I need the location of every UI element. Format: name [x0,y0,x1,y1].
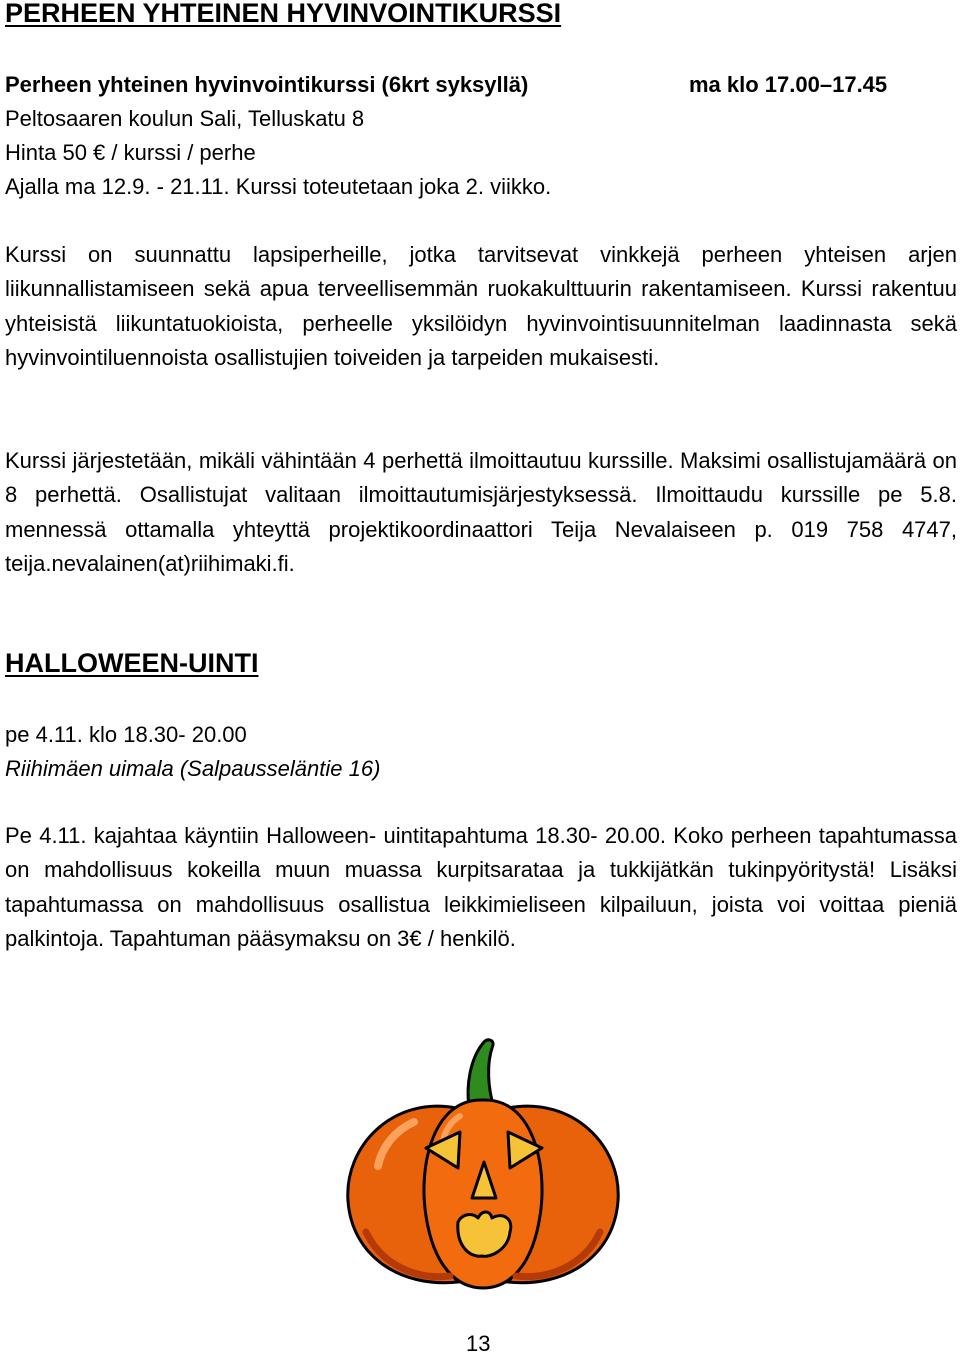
course-registration: Kurssi järjestetään, mikäli vähintään 4 perhettä ilmoittautuu kurssille. Maksimi osallistujamäärä on 8 perhettä. Osallistujat valitaan ilmoittautumisjärjestyksessä. Ilmoittaudu kurssille pe 5.8. mennessä ottamalla yhteyttä projektikoordinaattori Teija Nevalaiseen p. 019 758 4747, teija.nevalainen(at)riihimaki.fi. [5,448,957,577]
course-description: Kurssi on suunnattu lapsiperheille, jotka tarvitsevat vinkkejä perheen yhteisen arjen liikunnallistamiseen sekä apua terveellisemmän ruokakulttuurin rakentamiseen. Kurssi rakentuu yhteisistä liikuntatuokioista, perheelle yksilöidyn hyvinvointisuunnitelman laadinnasta sekä hyvinvointiluennoista osallistujien toiveiden ja tarpeiden mukaisesti. [5,242,957,371]
page-number: 13 [466,1331,491,1356]
course-subtitle: Perheen yhteinen hyvinvointikurssi (6krt syksyllä) [5,72,529,97]
halloween-venue: Riihimäen uimala (Salpausseläntie 16) [5,756,381,781]
halloween-title: HALLOWEEN-UINTI [5,648,259,678]
course-title: PERHEEN YHTEINEN HYVINVOINTIKURSSI [5,0,562,28]
course-schedule: Ajalla ma 12.9. - 21.11. Kurssi toteutetaan joka 2. viikko. [5,174,552,199]
jack-o-lantern-icon [338,1036,628,1296]
course-time: ma klo 17.00–17.45 [689,72,888,97]
halloween-description: Pe 4.11. kajahtaa käyntiin Halloween- uintitapahtuma 18.30- 20.00. Koko perheen tapahtumassa on mahdollisuus kokeilla muun muassa kurpitsarataa ja tukkijätkän tukinpyöritystä! Lisäksi tapahtumassa on mahdollisuus osallistua leikkimieliseen kilpailuun, joista voi voittaa pieniä palkintoja. Tapahtuman pääsymaksu on 3€ / henkilö. [5,823,957,952]
halloween-datetime: pe 4.11. klo 18.30- 20.00 [5,722,247,747]
course-price: Hinta 50 € / kurssi / perhe [5,140,256,165]
course-location: Peltosaaren koulun Sali, Telluskatu 8 [5,106,365,131]
